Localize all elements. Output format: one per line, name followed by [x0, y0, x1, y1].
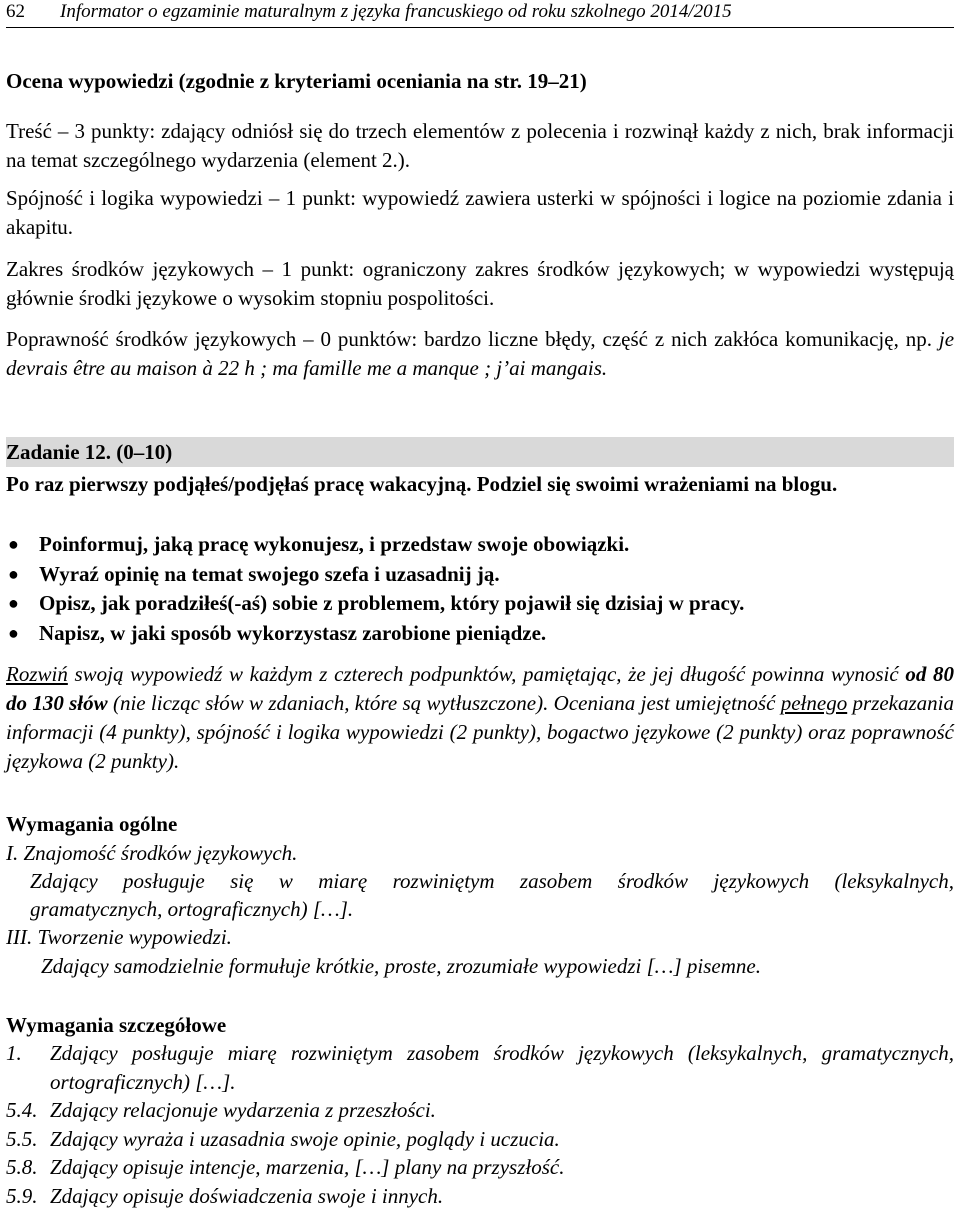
page-number: 62	[6, 1, 25, 22]
page-header	[6, 1, 954, 27]
list-item: 1. Zdający posługuje miarę rozwiniętym zasobem środków językowych (leksykalnych, gramatycznych, ortograficznych) […].	[6, 1041, 954, 1094]
general-requirements-heading: Wymagania ogólne	[6, 812, 178, 836]
list-item: ● Opisz, jak poradziłeś(-aś) sobie z problemem, który pojawił się dzisiaj w pracy.	[6, 589, 954, 619]
length-requirement: od 80 do 130 słów	[6, 662, 955, 715]
list-item: ● Wyraź opinię na temat swojego szefa i uzasadnij ją.	[6, 560, 954, 590]
bullet-icon: ●	[8, 622, 19, 643]
task-header-bar	[6, 437, 954, 467]
requirement-i-title: I. Znajomość środków językowych.	[6, 841, 298, 865]
task-note: Rozwiń swoją wypowiedź w każdym z czterech podpunktów, pamiętając, że jej długość powinna wynosić od 80 do 130 słów (nie licząc słów w zdaniach, które są wytłuszczone). Oceniana jest umiejętność pełnego przekazania informacji (4 punkty), spójność i logika wypowiedzi (2 punkty), bogactwo językowe (2 punkty) oraz poprawność językowa (2 punkty).	[6, 662, 955, 773]
bullet-icon: ●	[8, 563, 19, 584]
criterion-poprawnosc	[6, 325, 954, 383]
running-title: Informator o egzaminie maturalnym z języka francuskiego od roku szkolnego 2014/2015	[60, 1, 732, 22]
bullet-icon: ●	[8, 534, 19, 554]
list-item: 5.4. Zdający relacjonuje wydarzenia z przeszłości.	[6, 1098, 436, 1122]
task-bullet-list	[6, 530, 954, 648]
pelnego-word: pełnego	[780, 691, 848, 715]
criterion-tresc: Treść – 3 punkty: zdający odniósł się do trzech elementów z polecenia i rozwinął każdy z nich, brak informacji na temat szczególnego wydarzenia (element 2.).	[6, 119, 954, 172]
list-item: ● Poinformuj, jaką pracę wykonujesz, i przedstaw swoje obowiązki.	[6, 530, 954, 560]
detailed-requirements-list	[6, 1039, 954, 1210]
list-item: ● Napisz, w jaki sposób wykorzystasz zarobione pieniądze.	[6, 619, 954, 649]
list-item: 5.5. Zdający wyraża i uzasadnia swoje opinie, poglądy i uczucia.	[6, 1126, 560, 1151]
assessment-heading: Ocena wypowiedzi (zgodnie z kryteriami oceniania na str. 19–21)	[6, 69, 587, 93]
header-rule	[6, 27, 954, 28]
requirement-i-line-2: gramatycznych, ortograficznych) […].	[30, 897, 354, 921]
requirement-i-line-1: Zdający posługuje się w miarę rozwiniętym zasobem środków językowych (leksykalnych,	[30, 869, 954, 893]
criterion-poprawnosc-text: Poprawność środków językowych – 0 punktów: bardzo liczne błędy, część z nich zakłóca komunikację, np.	[6, 327, 932, 351]
task-label: Zadanie 12. (0–10)	[6, 440, 173, 464]
task-instruction: Po raz pierwszy podjąłeś/podjęłaś pracę wakacyjną. Podziel się swoimi wrażeniami na blogu.	[6, 472, 838, 496]
requirement-iii-title: III. Tworzenie wypowiedzi.	[6, 925, 232, 949]
detailed-requirements-heading: Wymagania szczegółowe	[6, 1013, 227, 1037]
error-example: je devrais être au maison à 22 h ; ma famille me a manque ; j’ai mangais.	[6, 327, 955, 380]
rozwin-word: Rozwiń	[6, 662, 68, 686]
criterion-zakres: Zakres środków językowych – 1 punkt: ograniczony zakres środków językowych; w wypowiedzi występują głównie środki językowe o wysokim stopniu pospolitości.	[6, 257, 954, 310]
list-item: 5.8. Zdający opisuje intencje, marzenia, […] plany na przyszłość.	[6, 1155, 565, 1179]
criterion-spojnosc: Spójność i logika wypowiedzi – 1 punkt: wypowiedź zawiera usterki w spójności i logice na poziomie zdania i akapitu.	[6, 186, 954, 239]
bullet-icon: ●	[8, 593, 19, 613]
requirement-iii-text: Zdający samodzielnie formułuje krótkie, proste, zrozumiałe wypowiedzi […] pisemne.	[41, 954, 761, 978]
list-item: 5.9. Zdający opisuje doświadczenia swoje i innych.	[6, 1183, 444, 1208]
